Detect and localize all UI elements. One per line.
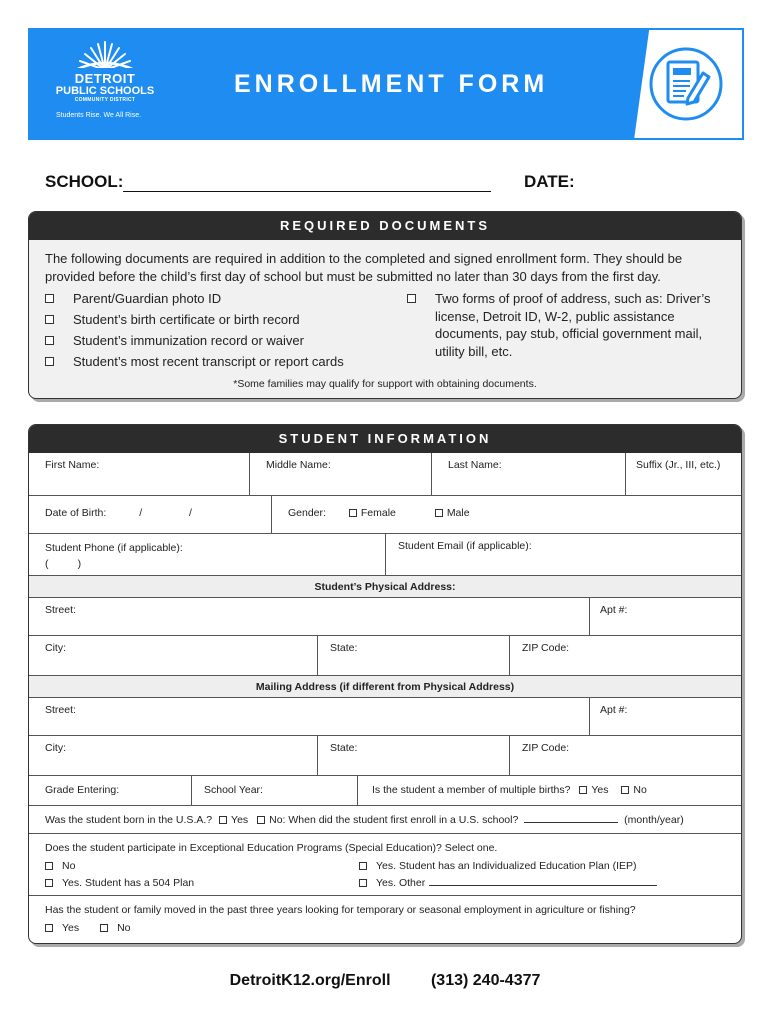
first-name-field[interactable]	[29, 453, 249, 495]
born-usa-row	[29, 805, 741, 833]
name-row	[29, 453, 741, 495]
checkbox[interactable]	[257, 816, 265, 824]
state-label: State:	[330, 642, 358, 654]
last-name-field[interactable]	[431, 453, 625, 495]
school-input-line[interactable]	[123, 174, 491, 192]
proof-of-address-item[interactable]	[407, 290, 727, 364]
required-documents-list	[45, 290, 405, 374]
last-name-label: Last Name:	[448, 459, 502, 471]
document-item[interactable]	[45, 290, 405, 308]
physical-address-header: Student’s Physical Address:	[29, 575, 741, 597]
special-ed-label: Does the student participate in Exceptional Education Programs (Special Education)? Select one.	[45, 842, 498, 854]
physical-state-field[interactable]	[317, 636, 509, 675]
document-label: Two forms of proof of address, such as: Driver’s license, Detroit ID, W-2, public assistance documents, pay stub, official government mail, utility bill, etc.	[435, 291, 711, 359]
born-usa-label: Was the student born in the U.S.A.?	[45, 814, 213, 826]
district-logo	[50, 38, 160, 134]
migrant-row	[29, 895, 741, 943]
logo-line-public-schools: PUBLIC SCHOOLS	[55, 85, 155, 97]
first-name-label: First Name:	[45, 459, 100, 471]
grade-entering-field[interactable]	[29, 776, 191, 805]
dob-label: Date of Birth:	[45, 507, 107, 519]
yes-label: Yes	[231, 814, 249, 826]
document-item[interactable]	[45, 332, 405, 350]
apt-label: Apt #:	[600, 604, 628, 616]
multiple-births-label: Is the student a member of multiple births?	[372, 784, 571, 796]
zip-label: ZIP Code:	[522, 742, 570, 754]
date-field[interactable]	[524, 172, 575, 192]
female-label: Female	[360, 507, 396, 519]
physical-apt-field[interactable]	[589, 598, 742, 635]
checkbox[interactable]	[45, 862, 53, 870]
street-label: Street:	[45, 604, 76, 616]
mailing-zip-field[interactable]	[509, 736, 742, 775]
footer	[0, 972, 770, 990]
no-label: No	[633, 784, 647, 796]
document-label: Student’s most recent transcript or report cards	[73, 354, 344, 369]
logo-tagline: Students Rise. We All Rise.	[56, 112, 142, 119]
dob-separator: /	[189, 507, 192, 519]
checkbox[interactable]	[45, 294, 54, 303]
month-year-label: (month/year)	[624, 814, 684, 826]
checkbox[interactable]	[359, 879, 367, 887]
checkbox[interactable]	[621, 786, 629, 794]
multiple-births-field	[357, 776, 742, 805]
mailing-address-header: Mailing Address (if different from Physical Address)	[29, 675, 741, 697]
grade-row	[29, 775, 741, 805]
document-label: Parent/Guardian photo ID	[73, 291, 222, 306]
physical-city-row	[29, 635, 741, 675]
apt-label: Apt #:	[600, 704, 628, 716]
male-label: Male	[446, 507, 470, 519]
physical-zip-field[interactable]	[509, 636, 742, 675]
document-item[interactable]	[45, 311, 405, 329]
checkbox[interactable]	[100, 924, 108, 932]
special-ed-row	[29, 833, 741, 895]
phone-number: (313) 240-4377	[430, 972, 541, 989]
document-label: Student’s immunization record or waiver	[73, 333, 304, 348]
document-label: Student’s birth certificate or birth record	[73, 312, 300, 327]
checkbox[interactable]	[45, 315, 54, 324]
required-documents-title: REQUIRED DOCUMENTS	[29, 212, 741, 240]
email-label: Student Email (if applicable):	[398, 540, 532, 552]
no-label: No	[117, 921, 131, 934]
mailing-street-row	[29, 697, 741, 735]
migrant-no[interactable]	[100, 922, 130, 934]
born-usa-yes[interactable]	[219, 814, 248, 826]
gender-field	[271, 496, 742, 533]
city-label: City:	[45, 642, 66, 654]
mailing-city-row	[29, 735, 741, 775]
suffix-label: Suffix (Jr., III, etc.)	[636, 459, 721, 471]
student-email-field[interactable]	[385, 534, 742, 575]
checkbox[interactable]	[435, 509, 443, 517]
checkbox[interactable]	[45, 924, 53, 932]
physical-street-row	[29, 597, 741, 635]
required-documents-intro: The following documents are required in addition to the completed and signed enrollment form. They should be provided before the child’s first day of school but must be submitted no later than 30 days from the first day.	[45, 251, 683, 284]
school-label: SCHOOL:	[45, 172, 124, 191]
page-title: ENROLLMENT FORM	[234, 70, 549, 98]
checkbox[interactable]	[45, 879, 53, 887]
born-usa-no[interactable]	[257, 814, 518, 826]
special-ed-no[interactable]	[45, 860, 75, 872]
required-documents-section	[28, 211, 742, 399]
zip-label: ZIP Code:	[522, 642, 570, 654]
header-banner	[28, 28, 744, 140]
mailing-street-field[interactable]	[29, 698, 589, 735]
born-usa-field	[29, 806, 742, 833]
mailing-apt-field[interactable]	[589, 698, 742, 735]
other-input-line[interactable]	[429, 876, 657, 886]
special-ed-504[interactable]	[45, 877, 194, 889]
document-item[interactable]	[45, 353, 405, 371]
school-year-label: School Year:	[204, 784, 263, 796]
suffix-field[interactable]	[625, 453, 742, 495]
physical-city-field[interactable]	[29, 636, 317, 675]
school-year-field[interactable]	[191, 776, 357, 805]
checkbox[interactable]	[407, 294, 416, 303]
gender-label: Gender:	[288, 507, 326, 519]
checkbox[interactable]	[579, 786, 587, 794]
migrant-field	[29, 896, 742, 943]
checkbox[interactable]	[45, 336, 54, 345]
required-documents-note: *Some families may qualify for support with obtaining documents.	[233, 378, 537, 390]
student-information-title: STUDENT INFORMATION	[29, 425, 741, 453]
mailing-state-field[interactable]	[317, 736, 509, 775]
special-ed-iep[interactable]	[359, 858, 637, 876]
multiple-births-no[interactable]	[621, 784, 646, 796]
student-information-section	[28, 424, 742, 944]
date-label: DATE:	[524, 172, 575, 191]
other-label: Yes. Other	[376, 877, 426, 889]
school-field[interactable]	[45, 172, 491, 192]
sunburst-icon	[60, 38, 150, 74]
iep-label: Yes. Student has an Individualized Education Plan (IEP)	[376, 859, 637, 872]
checkbox[interactable]	[45, 357, 54, 366]
special-ed-other[interactable]	[359, 875, 657, 893]
dob-gender-row	[29, 495, 741, 533]
dob-separator: /	[139, 507, 143, 519]
city-label: City:	[45, 742, 66, 754]
middle-name-label: Middle Name:	[266, 459, 331, 471]
enroll-link[interactable]: DetroitK12.org/Enroll	[229, 972, 391, 989]
gender-male-option[interactable]	[435, 507, 470, 519]
gender-female-option[interactable]	[349, 507, 396, 519]
migrant-yes[interactable]	[45, 922, 79, 934]
middle-name-field[interactable]	[249, 453, 431, 495]
migrant-label: Has the student or family moved in the past three years looking for temporary or seasonal employment in agriculture or fishing?	[45, 904, 636, 916]
physical-street-field[interactable]	[29, 598, 589, 635]
checkbox[interactable]	[219, 816, 227, 824]
no-label: No	[62, 859, 76, 872]
multiple-births-yes[interactable]	[579, 784, 608, 796]
yes-label: Yes	[62, 921, 80, 934]
no-when-label: No: When did the student first enroll in a U.S. school?	[269, 814, 519, 826]
student-phone-field[interactable]	[29, 534, 385, 575]
yes-label: Yes	[591, 784, 609, 796]
dob-field[interactable]	[29, 496, 271, 533]
phone-label: Student Phone (if applicable):	[45, 542, 183, 554]
logo-line-detroit: DETROIT	[74, 71, 136, 86]
grade-label: Grade Entering:	[45, 784, 120, 796]
state-label: State:	[330, 742, 358, 754]
phone-area-code: ( )	[45, 558, 82, 570]
mailing-city-field[interactable]	[29, 736, 317, 775]
plan-504-label: Yes. Student has a 504 Plan	[62, 877, 195, 889]
logo-line-community-district: COMMUNITY DISTRICT	[74, 97, 136, 103]
street-label: Street:	[45, 704, 76, 716]
checkbox[interactable]	[349, 509, 357, 517]
checkbox[interactable]	[359, 862, 367, 870]
contact-row	[29, 533, 741, 575]
first-enroll-date-line[interactable]	[524, 813, 618, 823]
form-edit-icon	[648, 46, 724, 122]
special-ed-field	[29, 834, 742, 895]
